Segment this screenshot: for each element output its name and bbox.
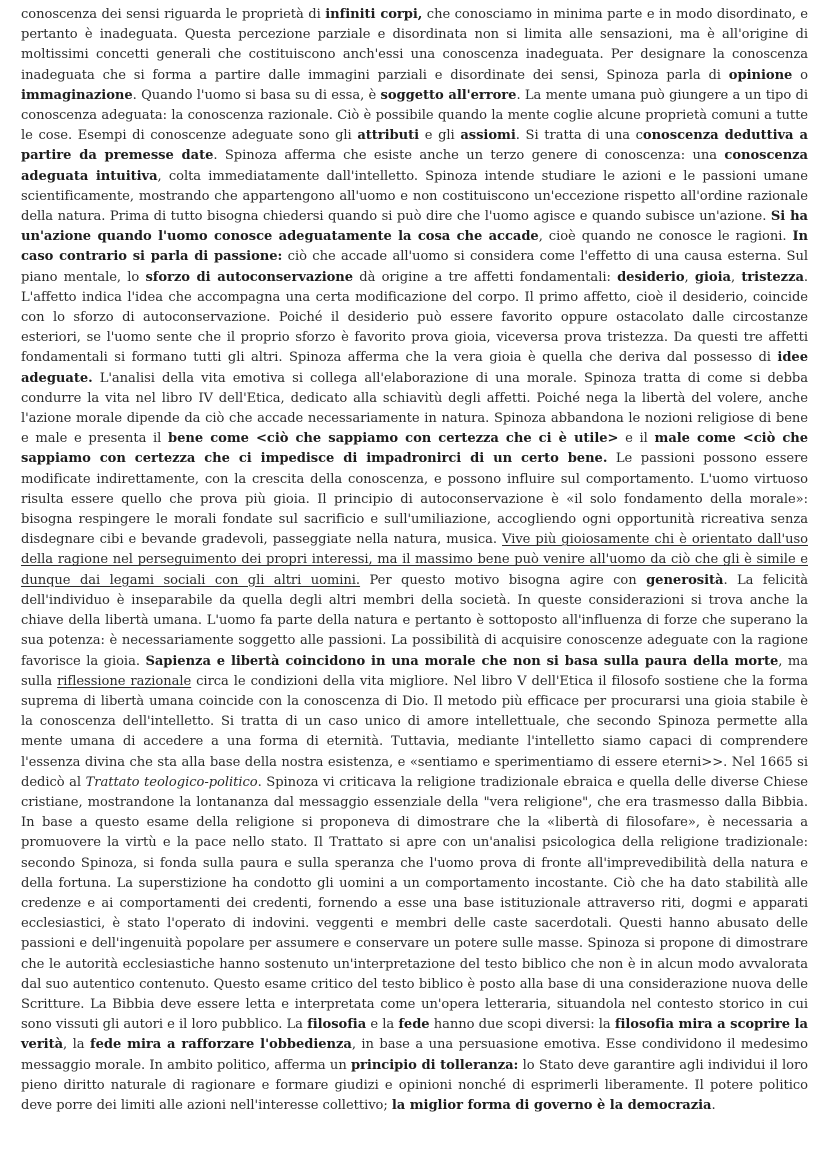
text-run: hanno due scopi diversi: la xyxy=(429,1017,615,1033)
text-run: . Si tratta di una c xyxy=(515,128,643,144)
bold-text-run: infiniti corpi, xyxy=(325,7,423,22)
bold-text-run: filosofia xyxy=(307,1017,367,1033)
bold-text-run: assiomi xyxy=(460,128,516,144)
bold-text-run: opinione xyxy=(728,67,793,83)
bold-text-run: onoscenza deduttiva a partire da premesse date xyxy=(21,128,808,164)
bold-text-run: tristezza xyxy=(741,269,804,285)
text-run: conoscenza dei sensi riguarda le proprietà di xyxy=(21,7,326,22)
body-paragraph xyxy=(21,5,808,1116)
text-run: e il xyxy=(618,431,655,447)
text-run: , xyxy=(730,269,742,285)
text-run: ciò che accade all'uomo si considera come l'effetto di una causa esterna. Sul piano mentale, lo xyxy=(21,249,808,285)
text-run: o xyxy=(792,67,809,83)
bold-text-run: sforzo di autoconservazione xyxy=(145,269,354,285)
text-run: lo Stato deve garantire agli individui il loro pieno diritto naturale di ragionare e formare giudizi e opinioni nonché di esprimerli liberamente. Il potere politico deve porre dei limiti alle azioni nell'interesse collettivo; xyxy=(21,1057,808,1113)
text-run: , colta immediatamente dall'intelletto. Spinoza intende studiare le azioni e le passioni umane scientificamente, mostrando che appartengono all'uomo e non costituiscono un'eccezione rispetto all'ordine razionale della natura. Prima di tutto bisogna chiedersi quando si può dire che l'uomo agisce e quando subisce un'azione. xyxy=(21,168,808,225)
underlined-text-run: Vive più gioiosamente chi è orientato dall'uso della ragione nel perseguimento dei propri interessi, ma il massimo bene può venire all'uomo da ciò che gli è simile e dunque dai legami sociali con gli altri uomini. xyxy=(21,532,808,588)
bold-text-run: idee adeguate. xyxy=(21,350,808,386)
text-run: e gli xyxy=(419,128,461,144)
text-run: , ma sulla xyxy=(21,653,808,689)
bold-text-run: principio di tolleranza: xyxy=(350,1057,519,1073)
bold-text-run: filosofia mira a scoprire la verità xyxy=(21,1017,808,1053)
text-run: circa le condizioni della vita migliore. Nel libro V dell'Etica il filosofo sostiene che la forma suprema di libertà umana coincide con la conoscenza di Dio. Il metodo più efficace per procurarsi una gioia stabile è la conoscenza dell'intelletto. Si tratta di un caso unico di amore intellettuale, che secondo Spinoza permette alla mente umana di accedere a una forma di eternità. Tuttavia, mediante l'intelletto siamo capaci di comprendere l'essenza divina che sta alla base della nostra esistenza, e «sentiamo e sperimentiamo di essere eterni>>. Nel 1665 si dedicò al xyxy=(21,673,808,790)
bold-text-run: immaginazione xyxy=(21,87,133,103)
bold-text-run: male come <ciò che sappiamo con certezza che ci impedisce di impadronirci di un certo bene. xyxy=(21,431,809,467)
text-run: . L'affetto indica l'idea che accompagna una certa modificazione del corpo. Il primo affetto, cioè il desiderio, coincide con lo sforzo di autoconservazione. Poiché il desiderio può essere favorito oppure ostacolato dalle circostanze esteriori, se l'uomo sente che il proprio sforzo è favorito prova gioia, viceversa prova tristezza. Da questi tre affetti fondamentali si formano tutti gli altri. Spinoza afferma che la vera gioia è quella che deriva dal possesso di xyxy=(21,269,809,366)
text-run: che conosciamo in minima parte e in modo disordinato, e pertanto è inadeguata. Questa percezione parziale e disordinata non si limita alle sensazioni, ma è all'origine di moltissimi concetti generali che costituiscono anch'essi una conoscenza inadeguata. Per designare la conoscenza inadeguata che si forma a partire dalle immagini parziali e disordinate dei sensi, Spinoza parla di xyxy=(21,7,808,83)
bold-text-run: soggetto all'errore xyxy=(380,87,517,103)
bold-text-run: fede mira a rafforzare l'obbedienza xyxy=(90,1037,352,1053)
text-run: . La felicità dell'individuo è inseparabile da quella degli altri membri della società. In queste considerazioni si trova anche la chiave della libertà umana. L'uomo fa parte della natura e pertanto è sottoposto all'influenza di forze che superano la sua potenza: è necessariamente soggetto alle passioni. La possibilità di acquisire conoscenze adeguate con la ragione favorisce la gioia. xyxy=(21,572,808,669)
text-run: , xyxy=(684,269,695,285)
bold-text-run: Si ha un'azione quando l'uomo conosce adeguatamente la cosa che accade xyxy=(21,209,808,245)
text-run: . Quando l'uomo si basa su di essa, è xyxy=(132,87,381,103)
text-run: . Spinoza afferma che esiste anche un terzo genere di conoscenza: una xyxy=(213,148,725,164)
text-run: . Spinoza vi criticava la religione tradizionale ebraica e quella delle diverse Chiese cristiane, mostrandone la lontananza dal messaggio essenziale della "vera religione", che era trasmesso dalla Bibbia. In base a questo esame della religione si proponeva di dimostrare che la «libertà di filosofare», è necessaria a promuovere la virtù e la pace nello stato. Il Trattato si apre con un'analisi psicologica della religione tradizionale: secondo Spinoza, si fonda sulla paura e sulla speranza che l'uomo prova di fronte all'imprevedibilità della natura e della fortuna. La superstizione ha condotto gli uomini a un comportamento incostante. Ciò che ha dato stabilità alle credenze e ai comportamenti dei credenti, fornendo a esse una base istituzionale attraverso riti, dogmi e apparati ecclesiastici, è stato l'operato di indovini. veggenti e membri delle caste sacerdotali. Questi hanno abusato delle passioni e dell'ingenuità popolare per assumere e conservare un potere sulle masse. Spinoza si propone di dimostrare che le autorità ecclesiastiche hanno sostenuto un'interpretazione del testo biblico che non è in alcun modo avvalorata dal suo autentico contenuto. Questo esame critico del testo biblico è posto alla base di una considerazione nuova delle Scritture. La Bibbia deve essere letta e interpretata come un'opera letteraria, situandola nel contesto storico in cui sono vissuti gli autori e il loro pubblico. La xyxy=(21,774,808,1033)
bold-text-run: gioia xyxy=(694,269,731,285)
text-run: L'analisi della vita emotiva si collega all'elaborazione di una morale. Spinoza tratta di come si debba condurre la vita nel libro IV dell'Etica, dedicato alla schiavitù degli affetti. Poiché nega la libertà del volere, anche l'azione morale dipende da ciò che accade necessariamente in natura. Spinoza abbandona le nozioni religiose di bene e male e presenta il xyxy=(21,370,808,447)
text-run: , in base a una persuasione emotiva. Esse condividono il medesimo messaggio morale. In ambito politico, afferma un xyxy=(21,1037,809,1073)
bold-text-run: bene come <ciò che sappiamo con certezza che ci è utile> xyxy=(168,431,619,447)
bold-text-run: la miglior forma di governo è la democrazia xyxy=(391,1097,712,1113)
bold-text-run: conoscenza adeguata intuitiva xyxy=(21,148,808,184)
text-run: , cioè quando ne conosce le ragioni. xyxy=(538,229,793,245)
text-run: Le passioni possono essere modificate indirettamente, con la crescita della conoscenza, e possono influire sul comportamento. L'uomo virtuoso risulta essere quello che prova più gioia. Il principio di autoconservazione è «il solo fondamento della morale»: bisogna respingere le morali fondate sul sacrificio e sull'umiliazione, accogliendo ogni opportunità ricreativa senza disdegnare cibi e bevande gradevoli, passeggiate nella natura, musica. xyxy=(21,451,808,548)
bold-text-run: generosità xyxy=(646,572,724,588)
text-run: dà origine a tre affetti fondamentali: xyxy=(353,269,618,285)
underlined-text-run: riflessione razionale xyxy=(57,673,192,689)
italic-title: Trattato teologico-politico xyxy=(85,774,258,790)
bold-text-run: Sapienza e libertà coincidono in una morale che non si basa sulla paura della morte xyxy=(145,653,779,669)
text-run: e la xyxy=(366,1017,399,1033)
bold-text-run: attributi xyxy=(357,128,420,144)
text-run: . La mente umana può giungere a un tipo di conoscenza adeguata: la conoscenza razionale. Ciò è possibile quando la mente coglie alcune proprietà comuni a tutte le cose. Esempi di conoscenze adeguate sono gli xyxy=(21,87,808,144)
text-run: , la xyxy=(63,1037,91,1053)
bold-text-run: desiderio xyxy=(617,269,685,285)
text-run: Per questo motivo bisogna agire con xyxy=(360,572,647,588)
text-run: . xyxy=(711,1097,716,1113)
bold-text-run: In caso contrario si parla di passione: xyxy=(21,229,808,265)
bold-text-run: fede xyxy=(398,1017,430,1033)
